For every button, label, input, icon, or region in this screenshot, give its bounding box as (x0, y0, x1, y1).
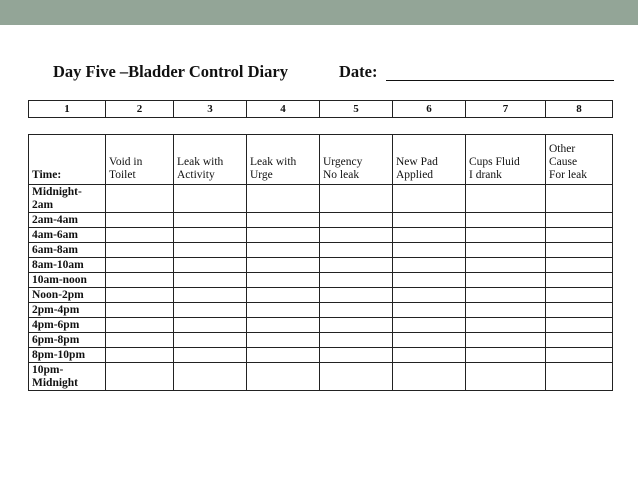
diary-entry-cell (393, 288, 466, 303)
diary-entry-cell (546, 363, 613, 391)
diary-entry-cell (546, 303, 613, 318)
diary-entry-cell (393, 185, 466, 213)
time-slot-row (29, 213, 613, 228)
time-slot-text: 10pm- (32, 364, 64, 376)
diary-entry-cell (393, 258, 466, 273)
time-slot-text: 4pm-6pm (32, 319, 80, 331)
top-banner (0, 0, 638, 25)
diary-entry-cell (106, 213, 174, 228)
diary-entry-cell (106, 348, 174, 363)
column-number: 3 (174, 101, 247, 118)
column-header-text: Cause (549, 156, 578, 168)
column-header (546, 135, 613, 185)
diary-entry-cell (247, 185, 320, 213)
diary-entry-cell (320, 363, 393, 391)
time-slot-row (29, 243, 613, 258)
diary-entry-cell (174, 243, 247, 258)
diary-entry-cell (106, 303, 174, 318)
column-header-text: Applied (396, 169, 434, 181)
diary-entry-cell (546, 243, 613, 258)
diary-entry-cell (174, 333, 247, 348)
diary-entry-cell (393, 363, 466, 391)
time-slot-label (29, 243, 106, 258)
column-header-text: Time: (32, 169, 62, 181)
diary-entry-cell (247, 213, 320, 228)
time-slot-row (29, 333, 613, 348)
diary-entry-cell (466, 258, 546, 273)
diary-entry-cell (393, 213, 466, 228)
date-blank-line (386, 80, 614, 81)
diary-entry-cell (546, 185, 613, 213)
diary-entry-cell (106, 228, 174, 243)
column-number: 4 (247, 101, 320, 118)
column-header-text: Leak with (177, 156, 224, 168)
diary-entry-cell (247, 303, 320, 318)
diary-entry-cell (320, 348, 393, 363)
diary-entry-cell (546, 258, 613, 273)
column-header (106, 135, 174, 185)
diary-entry-cell (106, 333, 174, 348)
column-header-text: New Pad (396, 156, 438, 168)
column-header-text: For leak (549, 169, 588, 181)
diary-entry-cell (174, 213, 247, 228)
diary-entry-cell (546, 318, 613, 333)
diary-entry-cell (174, 288, 247, 303)
diary-entry-cell (466, 213, 546, 228)
column-header-text: Urge (250, 169, 273, 181)
column-header-text: Other (549, 143, 576, 155)
diary-entry-cell (466, 348, 546, 363)
diary-entry-cell (174, 303, 247, 318)
time-slot-text: 2am-4am (32, 214, 78, 226)
date-label: Date: (339, 62, 378, 81)
column-number: 6 (393, 101, 466, 118)
time-slot-label (29, 348, 106, 363)
column-number: 1 (29, 101, 106, 118)
column-number-table (28, 100, 613, 118)
diary-entry-cell (106, 273, 174, 288)
diary-entry-cell (320, 288, 393, 303)
diary-entry-cell (320, 333, 393, 348)
column-header-text: Cups Fluid (469, 156, 520, 168)
time-slot-row (29, 348, 613, 363)
column-header (393, 135, 466, 185)
column-header-text: I drank (469, 169, 502, 181)
time-slot-label (29, 213, 106, 228)
diary-entry-cell (393, 303, 466, 318)
time-slot-row (29, 288, 613, 303)
diary-entry-cell (466, 363, 546, 391)
diary-entry-cell (247, 228, 320, 243)
column-header-text: Activity (177, 169, 215, 181)
diary-entry-cell (466, 185, 546, 213)
time-slot-label (29, 185, 106, 213)
diary-entry-cell (174, 228, 247, 243)
diary-entry-cell (466, 303, 546, 318)
diary-entry-cell (320, 303, 393, 318)
diary-entry-cell (247, 258, 320, 273)
diary-entry-cell (466, 243, 546, 258)
time-slot-label (29, 318, 106, 333)
time-slot-row (29, 185, 613, 213)
diary-entry-cell (546, 288, 613, 303)
time-slot-text: 4am-6am (32, 229, 78, 241)
diary-entry-cell (546, 348, 613, 363)
diary-entry-cell (106, 363, 174, 391)
diary-entry-cell (466, 318, 546, 333)
diary-entry-cell (393, 228, 466, 243)
diary-entry-cell (466, 288, 546, 303)
diary-entry-cell (106, 243, 174, 258)
diary-entry-cell (174, 258, 247, 273)
column-header (29, 135, 106, 185)
column-number: 8 (546, 101, 613, 118)
diary-entry-cell (466, 333, 546, 348)
column-header-text: Urgency (323, 156, 363, 168)
time-slot-text: 2pm-4pm (32, 304, 80, 316)
diary-entry-cell (546, 273, 613, 288)
diary-entry-cell (247, 348, 320, 363)
diary-entry-cell (174, 318, 247, 333)
column-number: 2 (106, 101, 174, 118)
time-slot-text: 8pm-10pm (32, 349, 86, 361)
diary-entry-cell (174, 185, 247, 213)
time-slot-label (29, 228, 106, 243)
time-slot-row (29, 228, 613, 243)
time-slot-label (29, 288, 106, 303)
time-slot-label (29, 258, 106, 273)
column-header (174, 135, 247, 185)
page-title: Day Five –Bladder Control Diary (53, 62, 288, 81)
time-slot-text: 8am-10am (32, 259, 84, 271)
diary-table (28, 134, 613, 391)
diary-entry-cell (106, 318, 174, 333)
column-header (320, 135, 393, 185)
diary-entry-cell (247, 243, 320, 258)
diary-entry-cell (106, 288, 174, 303)
diary-entry-cell (320, 273, 393, 288)
diary-entry-cell (393, 273, 466, 288)
diary-entry-cell (393, 243, 466, 258)
time-slot-text: Midnight (32, 377, 79, 389)
column-header-text: Leak with (250, 156, 297, 168)
diary-entry-cell (393, 333, 466, 348)
time-slot-text: 6am-8am (32, 244, 78, 256)
diary-entry-cell (546, 333, 613, 348)
diary-entry-cell (466, 273, 546, 288)
diary-entry-cell (320, 228, 393, 243)
time-slot-label (29, 363, 106, 391)
column-header-text: Toilet (109, 169, 136, 181)
diary-entry-cell (393, 348, 466, 363)
diary-entry-cell (320, 243, 393, 258)
column-header (247, 135, 320, 185)
column-number: 7 (466, 101, 546, 118)
time-slot-row (29, 318, 613, 333)
time-slot-label (29, 273, 106, 288)
diary-entry-cell (546, 228, 613, 243)
diary-entry-cell (247, 333, 320, 348)
diary-entry-cell (174, 348, 247, 363)
diary-entry-cell (247, 288, 320, 303)
diary-entry-cell (393, 318, 466, 333)
diary-entry-cell (106, 258, 174, 273)
time-slot-row (29, 273, 613, 288)
diary-entry-cell (247, 273, 320, 288)
diary-entry-cell (247, 318, 320, 333)
time-slot-text: 10am-noon (32, 274, 87, 286)
time-slot-label (29, 303, 106, 318)
time-slot-text: 6pm-8pm (32, 334, 80, 346)
time-slot-label (29, 333, 106, 348)
time-slot-text: Midnight- (32, 186, 82, 198)
column-header (466, 135, 546, 185)
time-slot-row (29, 258, 613, 273)
time-slot-text: 2am (32, 199, 54, 211)
diary-entry-cell (320, 318, 393, 333)
diary-entry-cell (546, 213, 613, 228)
diary-entry-cell (247, 363, 320, 391)
time-slot-row (29, 363, 613, 391)
diary-entry-cell (320, 258, 393, 273)
diary-entry-cell (174, 273, 247, 288)
diary-entry-cell (320, 185, 393, 213)
diary-entry-cell (466, 228, 546, 243)
column-header-text: Void in (109, 156, 143, 168)
time-slot-row (29, 303, 613, 318)
column-header-text: No leak (323, 169, 360, 181)
column-number: 5 (320, 101, 393, 118)
diary-entry-cell (174, 363, 247, 391)
time-slot-text: Noon-2pm (32, 289, 84, 301)
diary-entry-cell (106, 185, 174, 213)
diary-entry-cell (320, 213, 393, 228)
